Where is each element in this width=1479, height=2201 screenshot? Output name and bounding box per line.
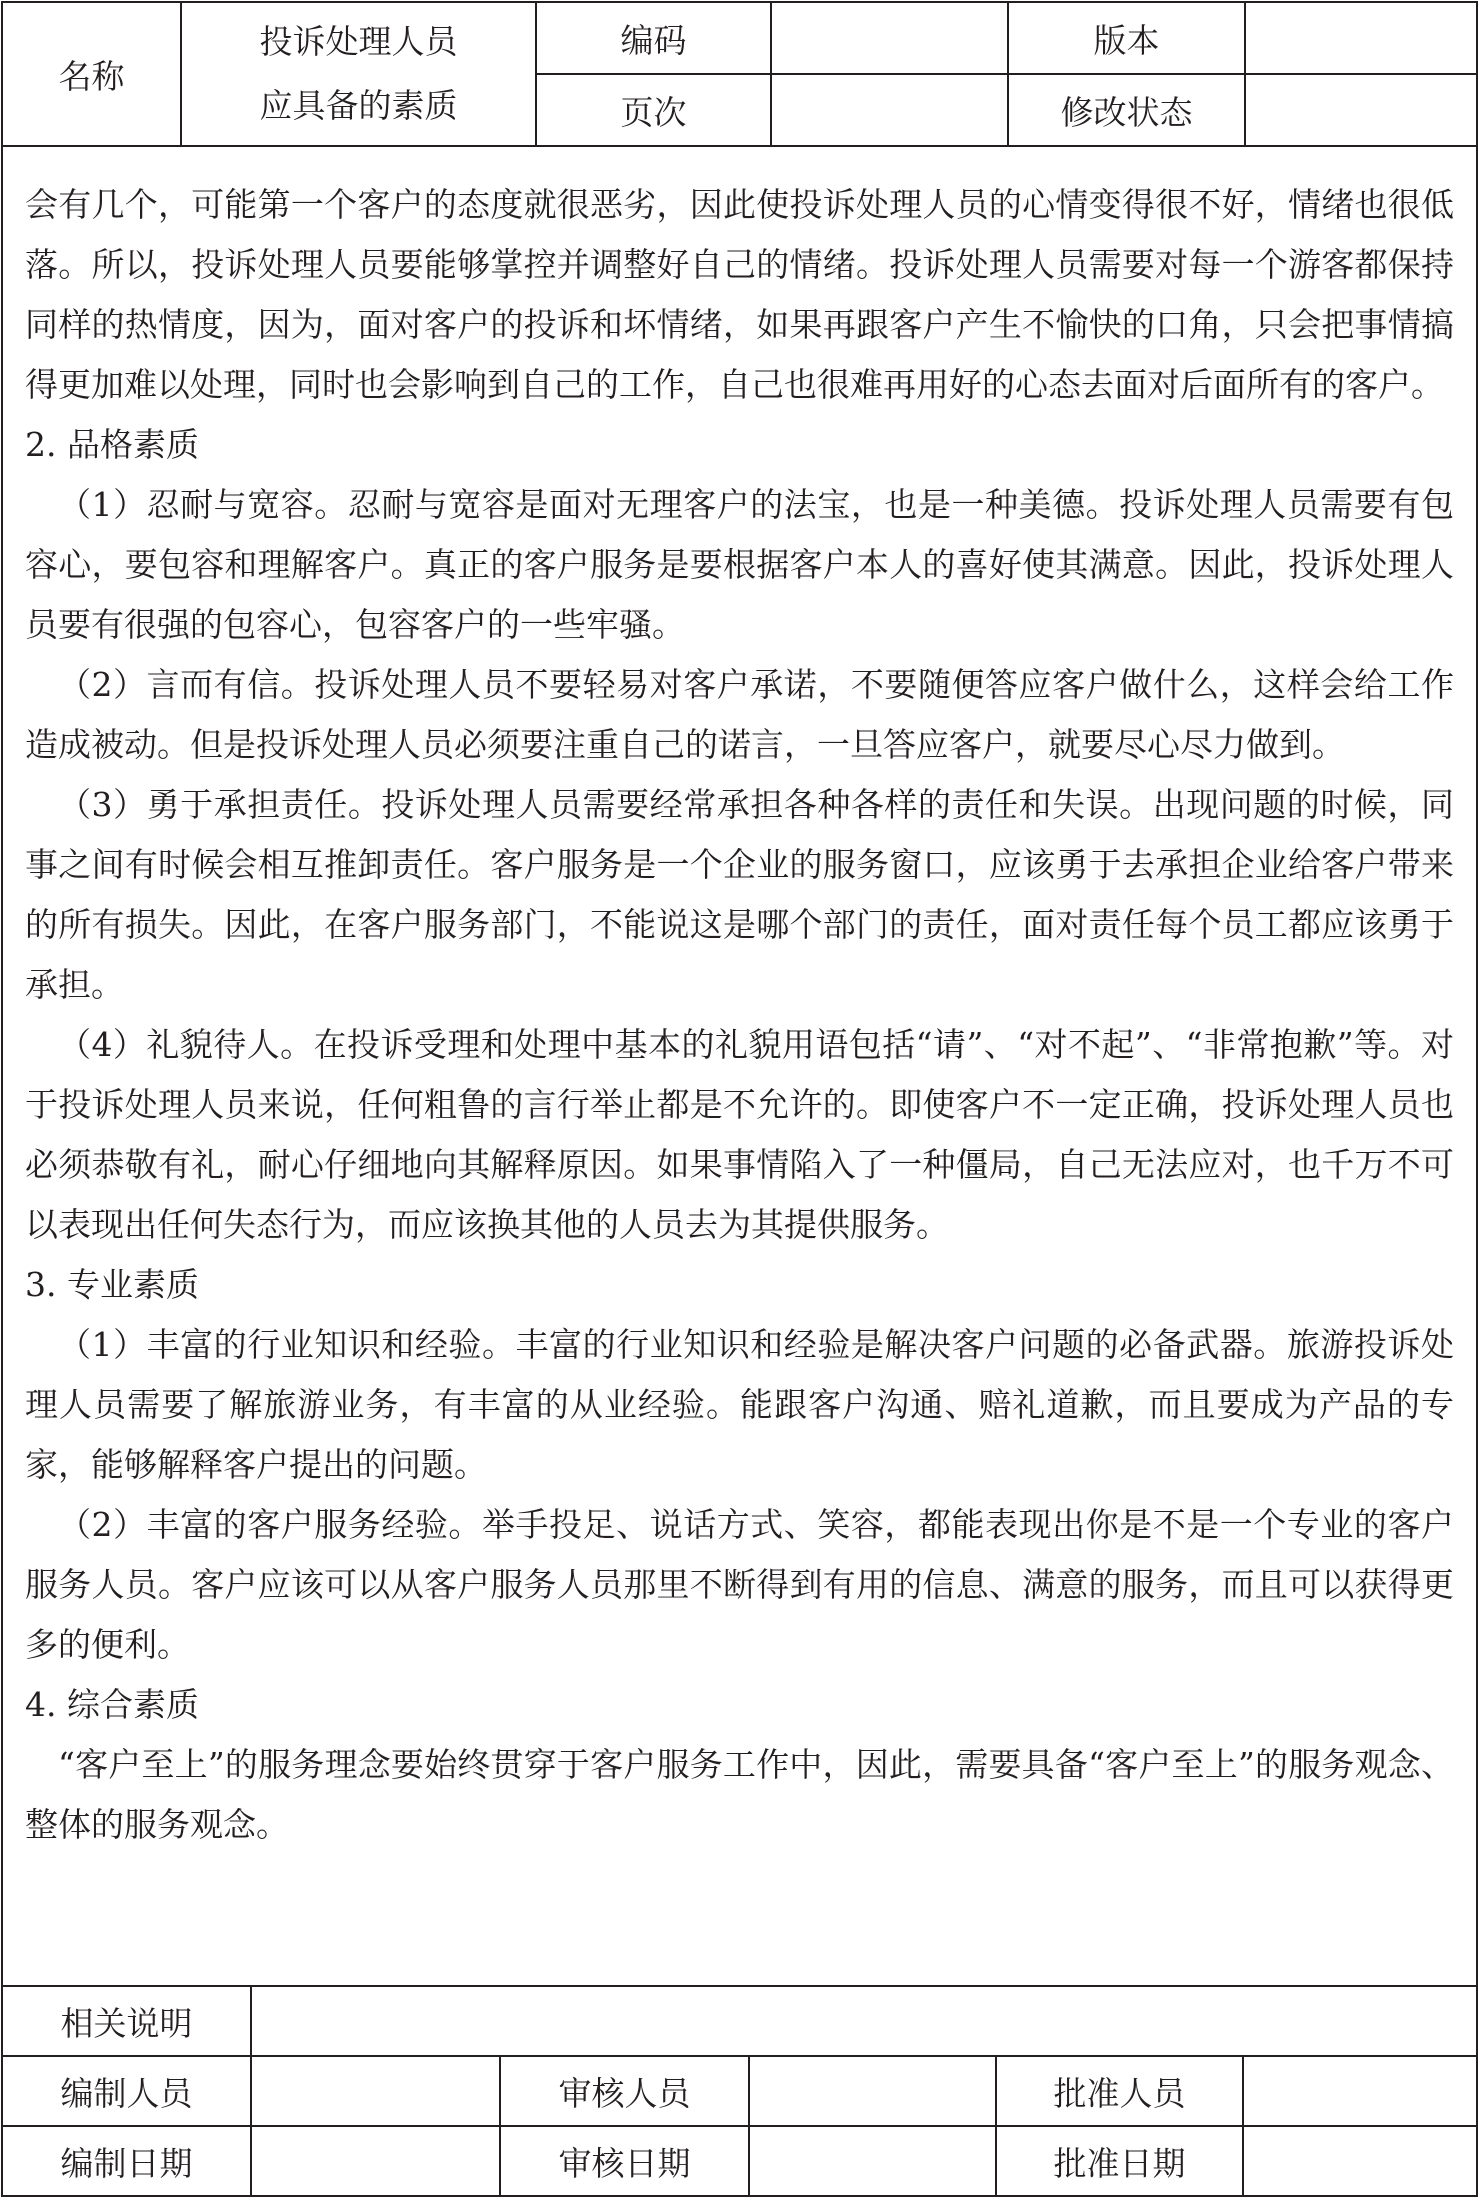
review-date-value: [750, 2127, 995, 2195]
body-paragraph: （1）忍耐与宽容。忍耐与宽容是面对无理客户的法宝，也是一种美德。投诉处理人员需要有包容心，要包容和理解客户。真正的客户服务是要根据客户本人的喜好使其满意。因此，投诉处理人员要有很强的包容心，包容客户的一些牢骚。: [25, 485, 1454, 644]
compile-date-value: [252, 2127, 499, 2195]
section-heading: 2. 品格素质: [25, 425, 199, 464]
body-paragraph: （1）丰富的行业知识和经验。丰富的行业知识和经验是解决客户问题的必备武器。旅游投诉处理人员需要了解旅游业务，有丰富的从业经验。能跟客户沟通、赔礼道歉，而且要成为产品的专家，能够解释客户提出的问题。: [25, 1325, 1454, 1484]
approver-label: 批准人员: [1053, 2073, 1186, 2113]
compiler-value: [252, 2057, 499, 2125]
version-label: 版本: [1093, 20, 1160, 60]
page-label: 页次: [620, 92, 687, 132]
reviewer-value: [750, 2057, 995, 2125]
title-line-2: 应具备的素质: [259, 86, 458, 125]
body-paragraph: （2）丰富的客户服务经验。举手投足、说话方式、笑容，都能表现出你是不是一个专业的客户服务人员。客户应该可以从客户服务人员那里不断得到有用的信息、满意的服务，而且可以获得更多的便利。: [25, 1505, 1454, 1664]
compile-date-label: 编制日期: [60, 2143, 193, 2183]
approve-date-label: 批准日期: [1053, 2143, 1186, 2183]
grid-line: [3, 2055, 1476, 2057]
notes-label: 相关说明: [60, 2003, 193, 2043]
grid-line: [3, 2125, 1476, 2127]
grid-line: [250, 1987, 252, 2195]
revision-value: [1246, 75, 1476, 145]
section-heading: 3. 专业素质: [25, 1265, 199, 1304]
approver-value: [1244, 2057, 1476, 2125]
code-value: [772, 3, 1007, 73]
section-heading: 4. 综合素质: [25, 1685, 199, 1724]
reviewer-label: 审核人员: [558, 2073, 691, 2113]
grid-line: [180, 3, 182, 145]
review-date-label: 审核日期: [558, 2143, 691, 2183]
name-label: 名称: [58, 56, 125, 96]
revision-label: 修改状态: [1060, 92, 1193, 132]
approve-date-value: [1244, 2127, 1476, 2195]
code-label: 编码: [620, 20, 687, 60]
document-title: [182, 3, 535, 145]
body-paragraph: （2）言而有信。投诉处理人员不要轻易对客户承诺，不要随便答应客户做什么，这样会给工作造成被动。但是投诉处理人员必须要注重自己的诺言，一旦答应客户，就要尽心尽力做到。: [25, 665, 1454, 764]
body-text: [3, 147, 1476, 1985]
header-table: [3, 3, 1476, 147]
body-paragraph: 会有几个，可能第一个客户的态度就很恶劣，因此使投诉处理人员的心情变得很不好，情绪也很低落。所以，投诉处理人员要能够掌控并调整好自己的情绪。投诉处理人员需要对每一个游客都保持同样的热情度，因为，面对客户的投诉和坏情绪，如果再跟客户产生不愉快的口角，只会把事情搞得更加难以处理，同时也会影响到自己的工作，自己也很难再用好的心态去面对后面所有的客户。: [25, 185, 1454, 404]
title-line-1: 投诉处理人员: [259, 22, 458, 61]
footer-table: [3, 1985, 1476, 2197]
body-paragraph: “客户至上”的服务理念要始终贯穿于客户服务工作中，因此，需要具备“客户至上”的服务观念、整体的服务观念。: [25, 1745, 1454, 1844]
page-value: [772, 75, 1007, 145]
body-paragraph: （3）勇于承担责任。投诉处理人员需要经常承担各种各样的责任和失误。出现问题的时候，同事之间有时候会相互推卸责任。客户服务是一个企业的服务窗口，应该勇于去承担企业给客户带来的所有损失。因此，在客户服务部门，不能说这是哪个部门的责任，面对责任每个员工都应该勇于承担。: [25, 785, 1454, 1004]
document-form: [1, 1, 1478, 2197]
body-paragraph: （4）礼貌待人。在投诉受理和处理中基本的礼貌用语包括“请”、“对不起”、“非常抱歉”等。对于投诉处理人员来说，任何粗鲁的言行举止都是不允许的。即使客户不一定正确，投诉处理人员也必须恭敬有礼，耐心仔细地向其解释原因。如果事情陷入了一种僵局，自己无法应对，也千万不可以表现出任何失态行为，而应该换其他的人员去为其提供服务。: [25, 1025, 1454, 1244]
compiler-label: 编制人员: [60, 2073, 193, 2113]
notes-value: [252, 1987, 1476, 2055]
version-value: [1246, 3, 1476, 73]
grid-line: [535, 73, 1476, 75]
